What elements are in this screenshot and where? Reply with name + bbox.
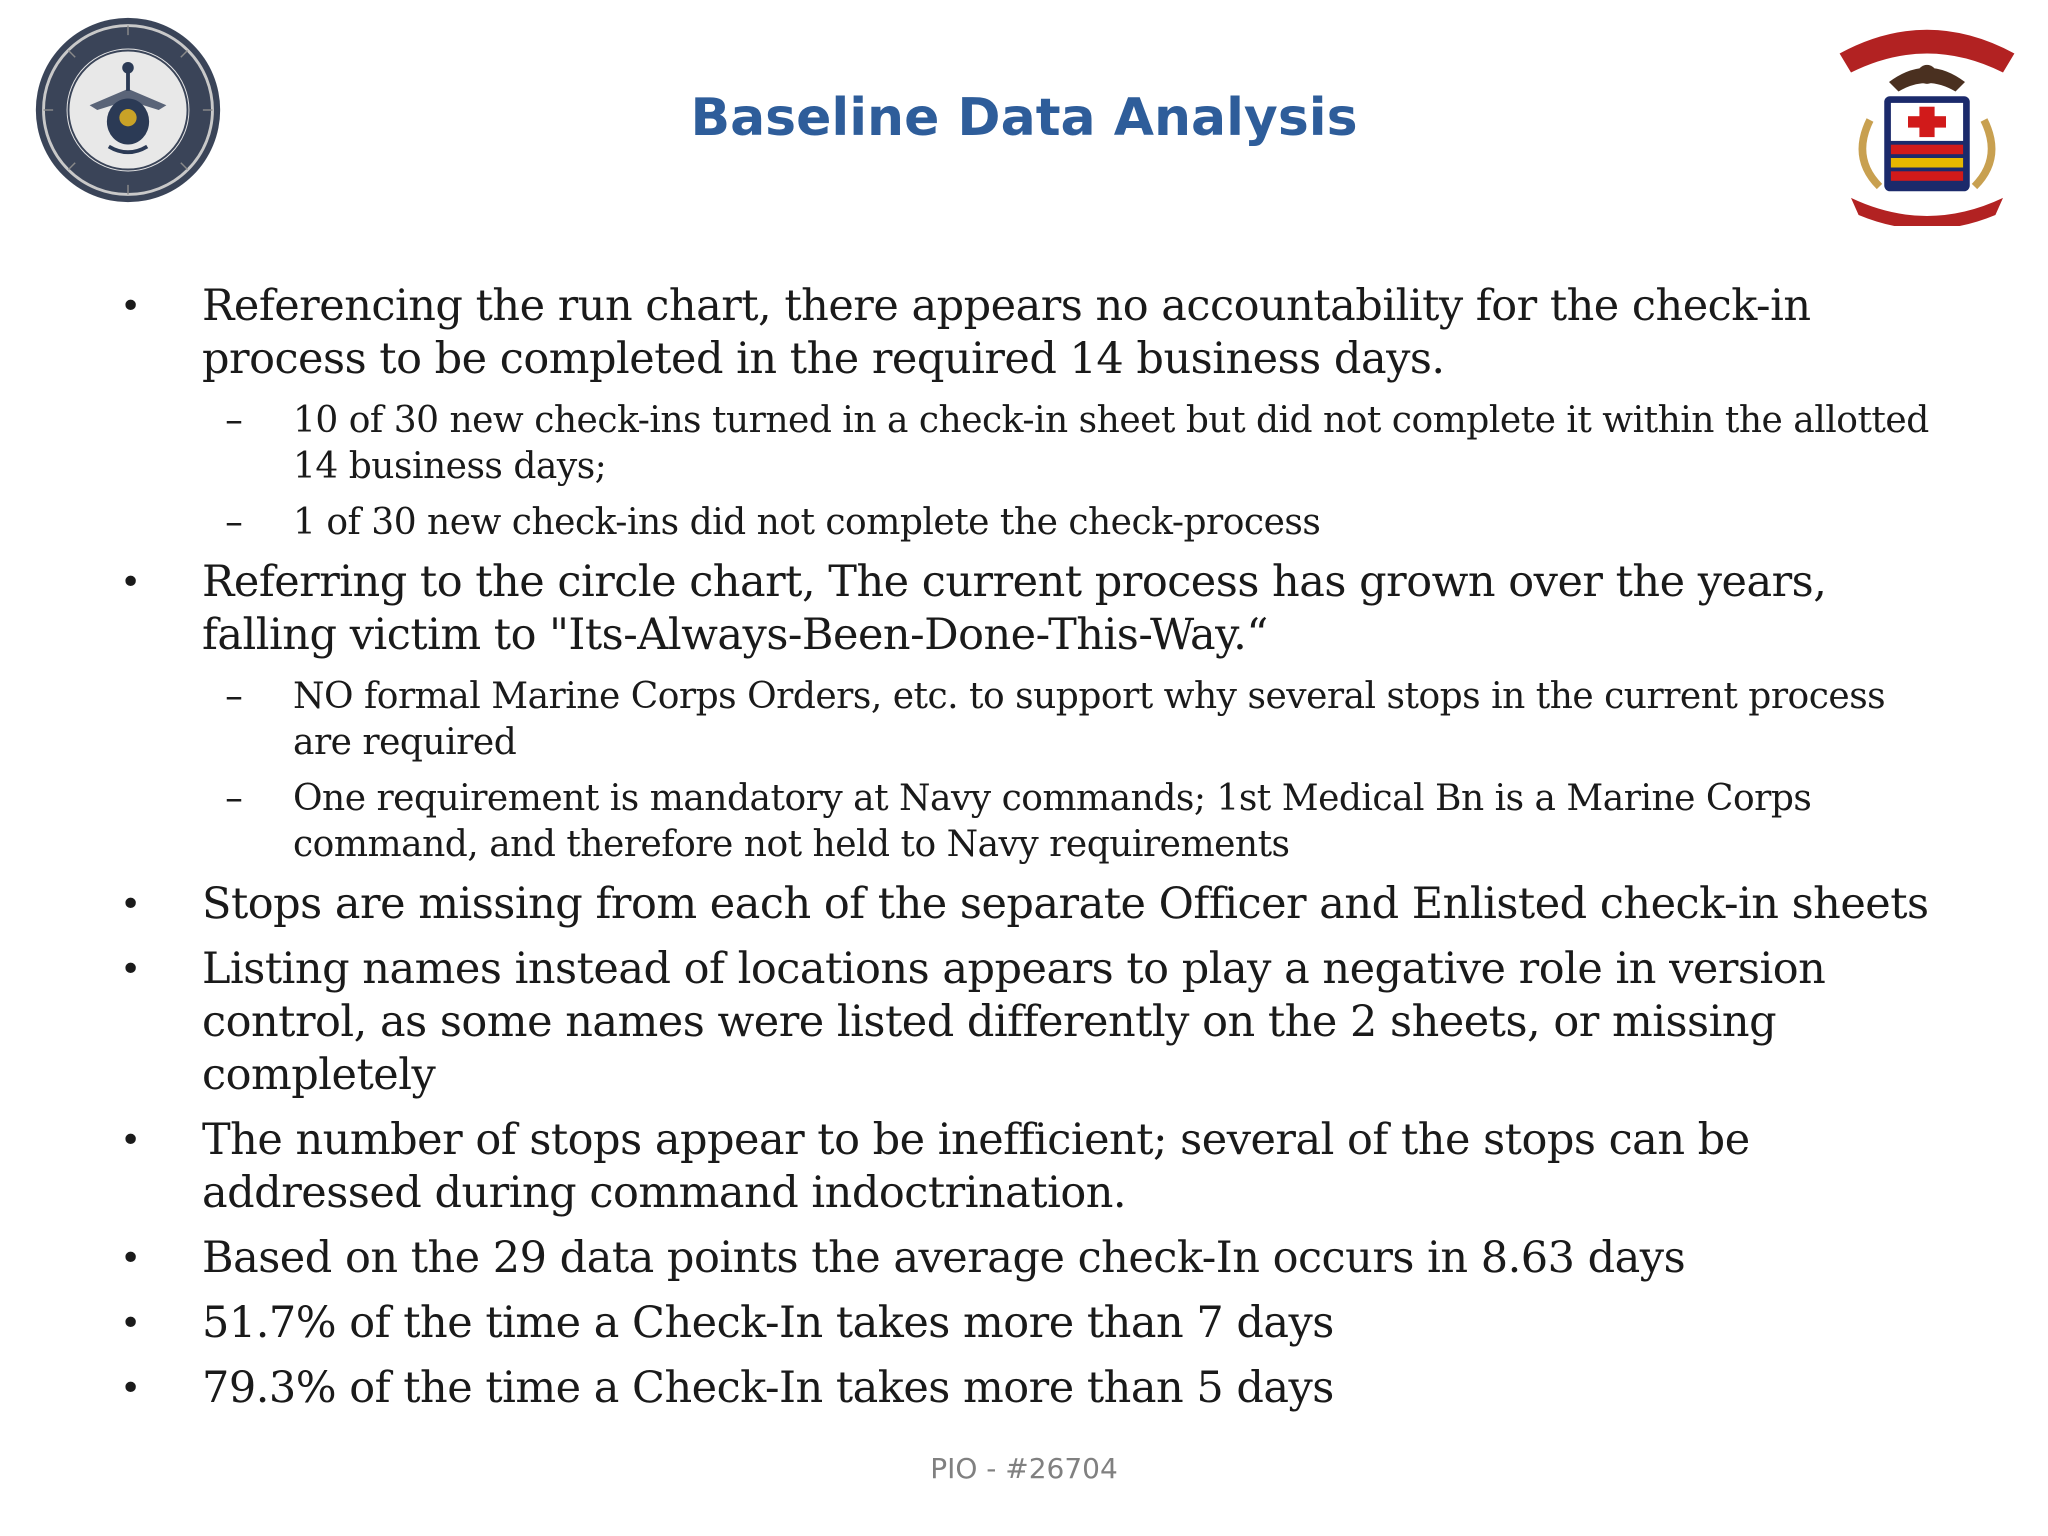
sub-bullet-item — [120, 500, 1950, 546]
dash-glyph: – — [225, 676, 243, 717]
slide-footer: PIO - #26704 — [930, 1452, 1118, 1485]
dash-glyph: – — [225, 502, 243, 543]
sub-bullet-text: One requirement is mandatory at Navy commands; 1st Medical Bn is a Marine Corps command, and therefore not held to Navy requirements — [293, 778, 1812, 865]
dash-glyph: – — [225, 778, 243, 819]
bullet-text: 51.7% of the time a Check-In takes more than 7 days — [202, 1298, 1334, 1348]
bullet-text: Based on the 29 data points the average check-In occurs in 8.63 days — [202, 1233, 1686, 1283]
sub-bullet-item — [120, 776, 1950, 868]
bullet-item — [120, 878, 1950, 931]
sub-bullet-item — [120, 398, 1950, 490]
bullet-glyph: • — [120, 286, 141, 327]
bullet-text: Referencing the run chart, there appears no accountability for the check-in process to be completed in the required 14 business days. — [202, 281, 1811, 384]
bullet-item — [120, 1362, 1950, 1415]
bullet-list — [120, 280, 1950, 1427]
slide-title: Baseline Data Analysis — [690, 88, 1358, 148]
bullet-text: Listing names instead of locations appears to play a negative role in version control, as some names were listed differently on the 2 sheets, or missing completely — [202, 944, 1826, 1100]
bullet-item — [120, 943, 1950, 1102]
sub-bullet-text: NO formal Marine Corps Orders, etc. to support why several stops in the current process are required — [293, 676, 1886, 763]
bullet-text: Referring to the circle chart, The current process has grown over the years, falling victim to "Its-Always-Been-Done-This-Way.“ — [202, 557, 1827, 660]
medical-battalion-emblem-logo — [1832, 14, 2022, 226]
bullet-item — [120, 1232, 1950, 1285]
bullet-glyph: • — [120, 562, 141, 603]
dash-glyph: – — [225, 400, 243, 441]
bullet-item — [120, 1297, 1950, 1350]
bullet-glyph: • — [120, 949, 141, 990]
bullet-text: Stops are missing from each of the separate Officer and Enlisted check-in sheets — [202, 879, 1929, 929]
bullet-item — [120, 280, 1950, 386]
bullet-glyph: • — [120, 884, 141, 925]
sub-bullet-item — [120, 674, 1950, 766]
sub-bullet-text: 1 of 30 new check-ins did not complete the check-process — [293, 502, 1321, 543]
bullet-item — [120, 556, 1950, 662]
bullet-text: The number of stops appear to be inefficient; several of the stops can be addressed during command indoctrination. — [202, 1115, 1750, 1218]
bullet-glyph: • — [120, 1303, 141, 1344]
bullet-text: 79.3% of the time a Check-In takes more than 5 days — [202, 1363, 1334, 1413]
bullet-glyph: • — [120, 1120, 141, 1161]
bullet-glyph: • — [120, 1368, 141, 1409]
medical-battalion-emblem-graphic — [1832, 14, 2022, 226]
bullet-item — [120, 1114, 1950, 1220]
bullet-glyph: • — [120, 1238, 141, 1279]
sub-bullet-text: 10 of 30 new check-ins turned in a check-in sheet but did not complete it within the allotted 14 business days; — [293, 400, 1929, 487]
